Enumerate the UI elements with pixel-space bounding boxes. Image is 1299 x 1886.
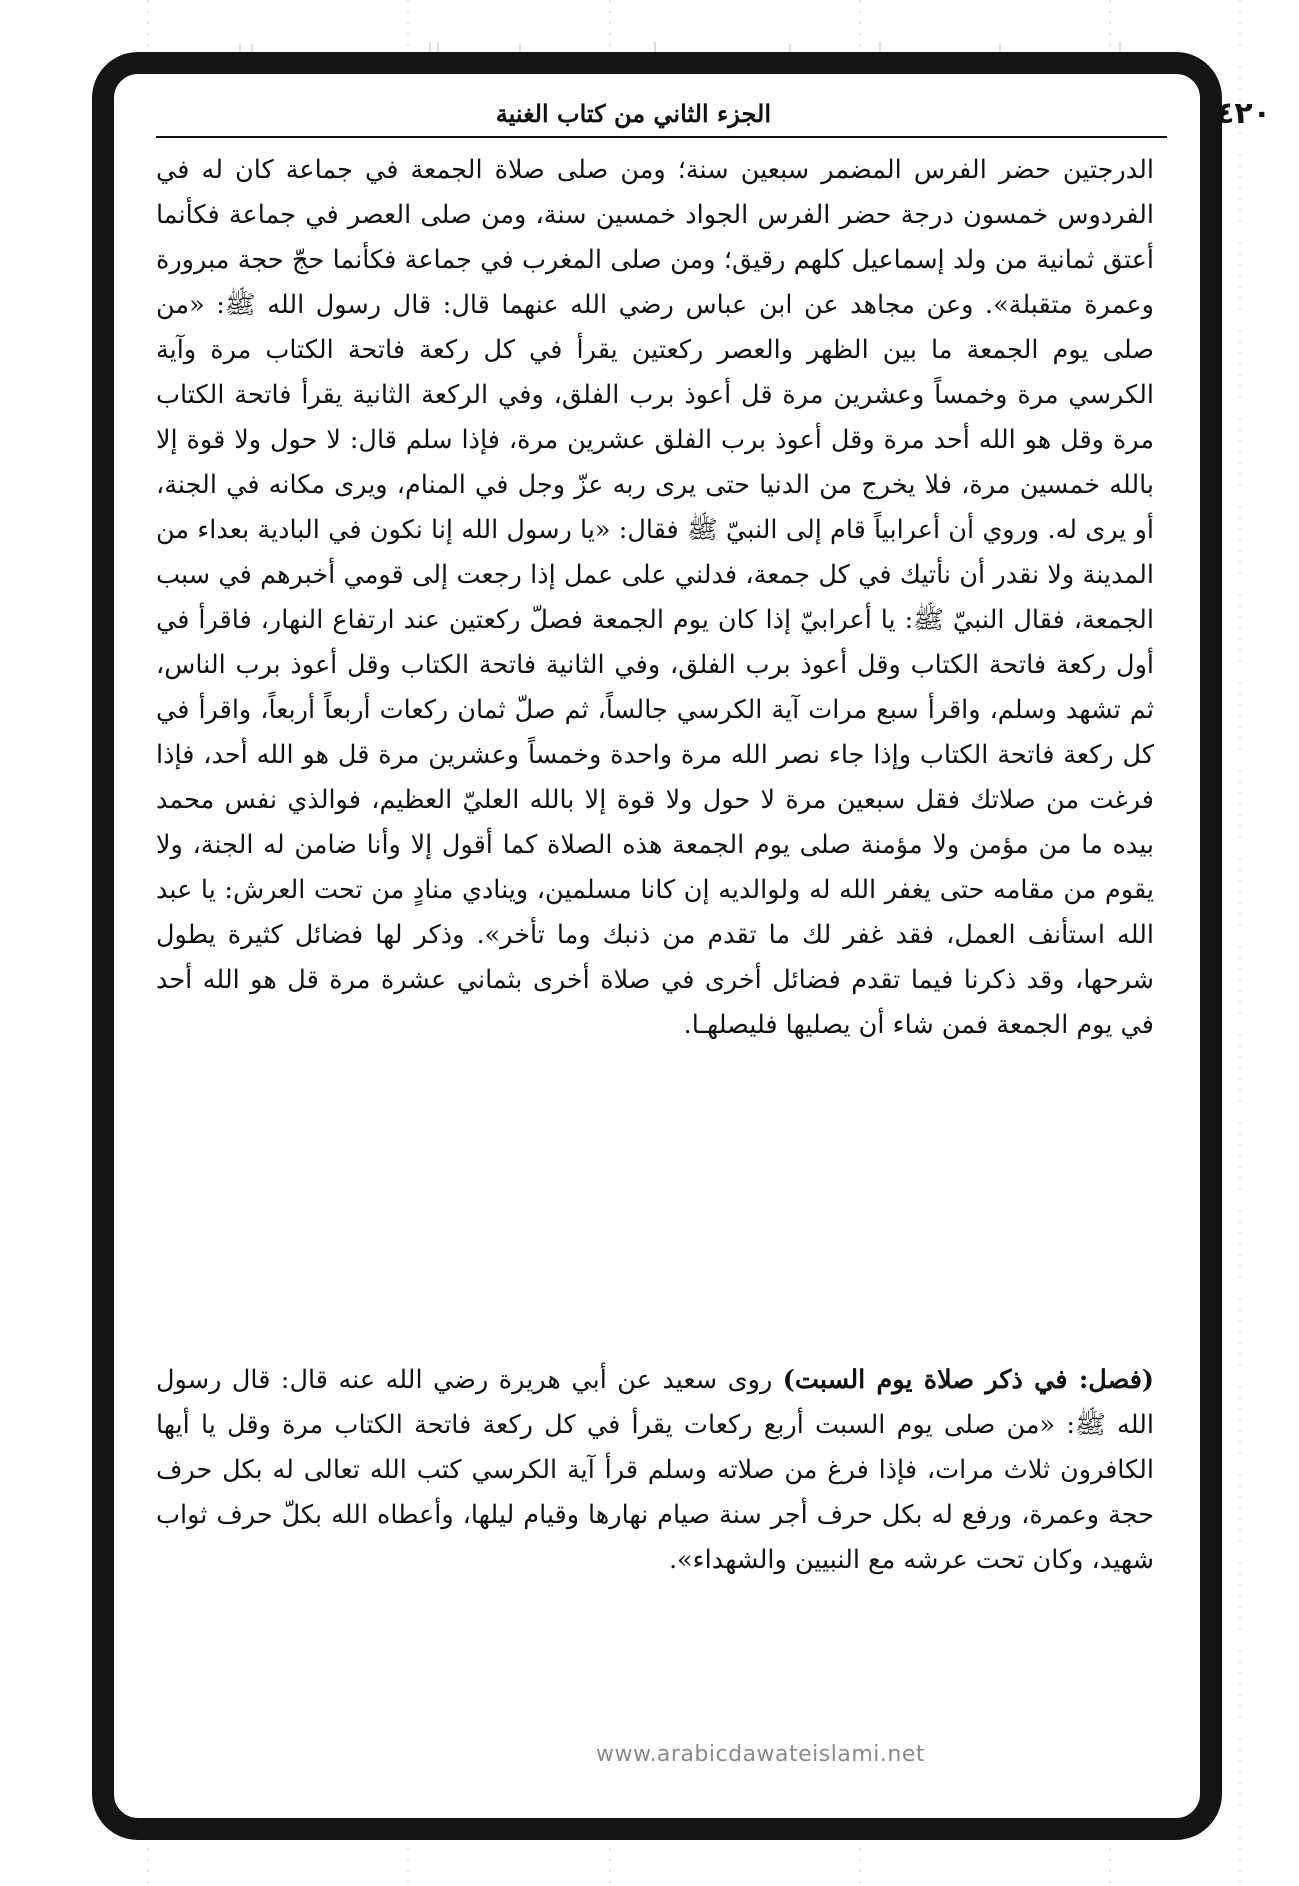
- section-body-text: روى سعيد عن أبي هريرة رضي الله عنه قال: قال رسول الله ﷺ: «من صلى يوم السبت أربع ركعات يقرأ في كل ركعة فاتحة الكتاب مرة وقل يا أيها الكافرون ثلاث مرات، فإذا فرغ من صلاته وسلم قرأ آية الكرسي كتب الله تعالى له بكل حرف حجة وعمرة، ورفع له بكل حرف أجر سنة صيام نهارها وقيام ليلها، وأعطاه الله بكلّ حرف ثواب شهيد، وكان تحت عرشه مع النبيين والشهداء».: [156, 1365, 1154, 1575]
- page-number: ٤٢٠: [1216, 96, 1271, 131]
- website-watermark: www.arabicdawateislami.net: [595, 1742, 925, 1767]
- page-header: [28, 92, 1271, 136]
- section-paragraph: [156, 1358, 1154, 1583]
- body-paragraph: الدرجتين حضر الفرس المضمر سبعين سنة؛ ومن صلى صلاة الجمعة في جماعة كان له في الفردوس خمسون درجة حضر الفرس الجواد خمسين سنة، ومن صلى العصر في جماعة فكأنما أعتق ثمانية من ولد إسماعيل كلهم رقيق؛ ومن صلى المغرب في جماعة فكأنما حجّ حجة مبرورة وعمرة متقبلة». وعن مجاهد عن ابن عباس رضي الله عنهما قال: قال رسول الله ﷺ: «من صلى يوم الجمعة ما بين الظهر والعصر ركعتين يقرأ في كل ركعة فاتحة الكتاب مرة وآية الكرسي مرة وخمساً وعشرين مرة قل أعوذ برب الفلق، وفي الركعة الثانية يقرأ فاتحة الكتاب مرة وقل هو الله أحد مرة وقل أعوذ برب الفلق عشرين مرة، فإذا سلم قال: لا حول ولا قوة إلا بالله خمسين مرة، فلا يخرج من الدنيا حتى يرى ربه عزّ وجل في المنام، ويرى مكانه في الجنة، أو يرى له. وروي أن أعرابياً قام إلى النبيّ ﷺ فقال: «يا رسول الله إنا نكون في البادية بعداء من المدينة ولا نقدر أن نأتيك في كل جمعة، فدلني على عمل إذا رجعت إلى قومي أخبرهم في سبب الجمعة، فقال النبيّ ﷺ: يا أعرابيّ إذا كان يوم الجمعة فصلّ ركعتين عند ارتفاع النهار، فاقرأ في أول ركعة فاتحة الكتاب وقل أعوذ برب الفلق، وفي الثانية فاتحة الكتاب وقل أعوذ برب الناس، ثم تشهد وسلم، واقرأ سبع مرات آية الكرسي جالساً، ثم صلّ ثمان ركعات أربعاً أربعاً، واقرأ في كل ركعة فاتحة الكتاب وإذا جاء نصر الله مرة واحدة وخمساً وعشرين مرة قل هو الله أحد، فإذا فرغت من صلاتك فقل سبعين مرة لا حول ولا قوة إلا بالله العليّ العظيم، فوالذي نفس محمد بيده ما من مؤمن ولا مؤمنة صلى يوم الجمعة هذه الصلاة كما أقول إلا وأنا ضامن له الجنة، ولا يقوم من مقامه حتى يغفر الله له ولوالديه إن كانا مسلمين، وينادي منادٍ من تحت العرش: يا عبد الله استأنف العمل، فقد غفر لك ما تقدم من ذنبك وما تأخر». وذكر لها فضائل كثيرة يطول شرحها، وقد ذكرنا فيما تقدم فضائل أخرى في صلاة أخرى بثماني عشرة مرة قل هو الله أحد في يوم الجمعة فمن شاء أن يصليها فليصلهـا.: [156, 155, 1154, 1040]
- header-rule: [156, 136, 1167, 138]
- section-heading: (فصل: في ذكر صلاة يوم السبت): [782, 1365, 1154, 1395]
- running-title: الجزء الثاني من كتاب الغنية: [495, 99, 771, 128]
